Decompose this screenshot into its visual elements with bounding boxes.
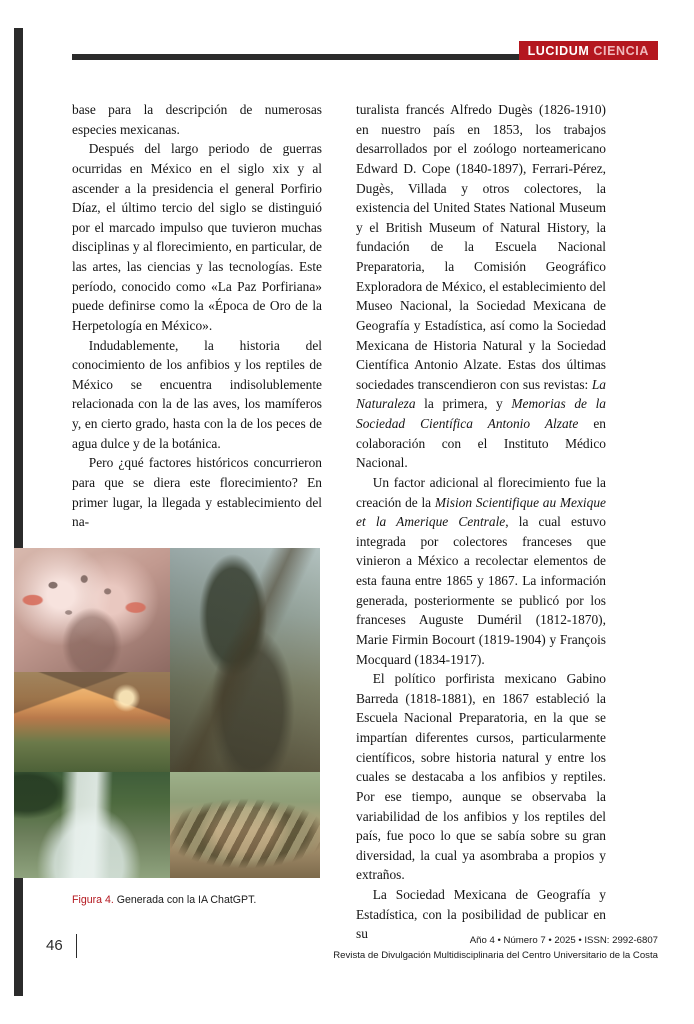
paragraph: Indudablemente, la historia del conocimiento de los anfibios y los reptiles de México se encuentra indisolublemente relacionada con la de las aves, los mamíferos y, en cierto grado, hasta con la de los peces de agua dulce y de la botánica.: [72, 337, 322, 451]
landscape-photo: [14, 672, 170, 772]
text-run: turalista francés Alfredo Dugès (1826-1910) en nuestro país en 1853, los trabajos desarrollados por el zoólogo norteamericano Edward D. Cope (1840-1897), Ferrari-Pérez, Dugès, Villada y otros colectores, la existencia del United States National Museum y el British Museum of Natural History, la fundación de la Escuela Nacional Preparatoria, la Comisión Geográfico Exploradora de México, el establecimiento del Museo Nacional, la Sociedad Mexicana de Geografía y Estadística, así como la Sociedad Mexicana de Historia Natural y la Sociedad Científica Antonio Alzate. Estas dos últimas sociedades transcendieron con sus revistas:: [356, 102, 606, 392]
rattlesnake-photo: [170, 772, 320, 878]
text-run: , la cual estuvo integrada por colectores franceses que vinieron a México a recolectar elementos de esta fauna entre 1865 y 1867. La información generada, posteriormente se publicó por los franceses Auguste Duméril (1812-1870), Marie Firmin Bocourt (1819-1904) y François Mocquard (1834-1917).: [356, 514, 606, 667]
body-column-left: [72, 100, 322, 532]
brand-word-lucidum: LUCIDUM: [527, 43, 590, 58]
paragraph: Pero ¿qué factores históricos concurrieron para que se diera este florecimiento? En primer lugar, la llegada y establecimiento del na-: [72, 455, 322, 530]
figure-image-grid: [14, 548, 320, 878]
text-run: El político porfirista mexicano Gabino Barreda (1818-1881), en 1867 estableció la Escuela Nacional Preparatoria, en la que se impartían diferentes cursos, particularmente científicos, sobre historia natural y entre los cuales se destacaba a los anfibios y reptiles. Por ese tiempo, aunque se observaba la variabilidad de los anfibios y los reptiles del país, fue poco lo que se sabía sobre su gran diversidad, la cual ya asombraba a propios y extraños.: [356, 671, 606, 883]
title-italic: Memorias de la Sociedad Científica Antonio Alzate: [356, 396, 606, 431]
folio-divider: [76, 934, 77, 958]
magazine-brand-badge: [519, 41, 658, 60]
page-number: 46: [46, 937, 63, 954]
figure-caption-label: Figura 4.: [72, 894, 114, 906]
footer-journal-line: Revista de Divulgación Multidisciplinaria del Centro Universitario de la Costa: [333, 949, 658, 961]
title-italic: Mision Scientifique au Mexique et la Amerique Centrale: [356, 494, 606, 530]
paragraph: [356, 473, 606, 669]
brand-word-ciencia: CIENCIA: [593, 43, 649, 58]
footer-info: [333, 934, 658, 964]
waterfall-photo: [14, 772, 170, 878]
paragraph: Después del largo periodo de guerras ocurridas en México en el siglo xix y al ascender a la presidencia el general Porfirio Díaz, el último tercio del siglo se distinguió por el marcado impulso que tuvieron muchas disciplinas y al florecimiento, en particular, de las artes, las ciencias y las tecnologías. Este período, conocido como «La Paz Porfiriana» puede definirse como la «Época de Oro de la Herpetología en México».: [72, 141, 322, 333]
figure-caption-text: Generada con la IA ChatGPT.: [116, 894, 257, 906]
paragraph: base para la descripción de numerosas especies mexicanas.: [72, 102, 322, 137]
iguana-photo: [170, 548, 320, 772]
figure-block: [14, 548, 320, 906]
text-run: la primera, y: [415, 396, 512, 412]
axolotl-photo: [14, 548, 170, 672]
title-italic: La Naturaleza: [356, 376, 606, 412]
footer-issue-line: Año 4 • Número 7 • 2025 • ISSN: 2992-6807: [469, 935, 658, 946]
paragraph: [356, 669, 606, 885]
text-run: en colaboración con el Instituto Médico Nacional.: [356, 416, 606, 471]
text-run: La Sociedad Mexicana de Geografía y Estadística, con la posibilidad de publicar en su: [356, 887, 606, 942]
paragraph: [356, 100, 606, 473]
text-run: Un factor adicional al florecimiento fue la creación de la: [356, 474, 606, 510]
body-column-right: [356, 100, 606, 944]
figure-caption: [14, 894, 320, 906]
